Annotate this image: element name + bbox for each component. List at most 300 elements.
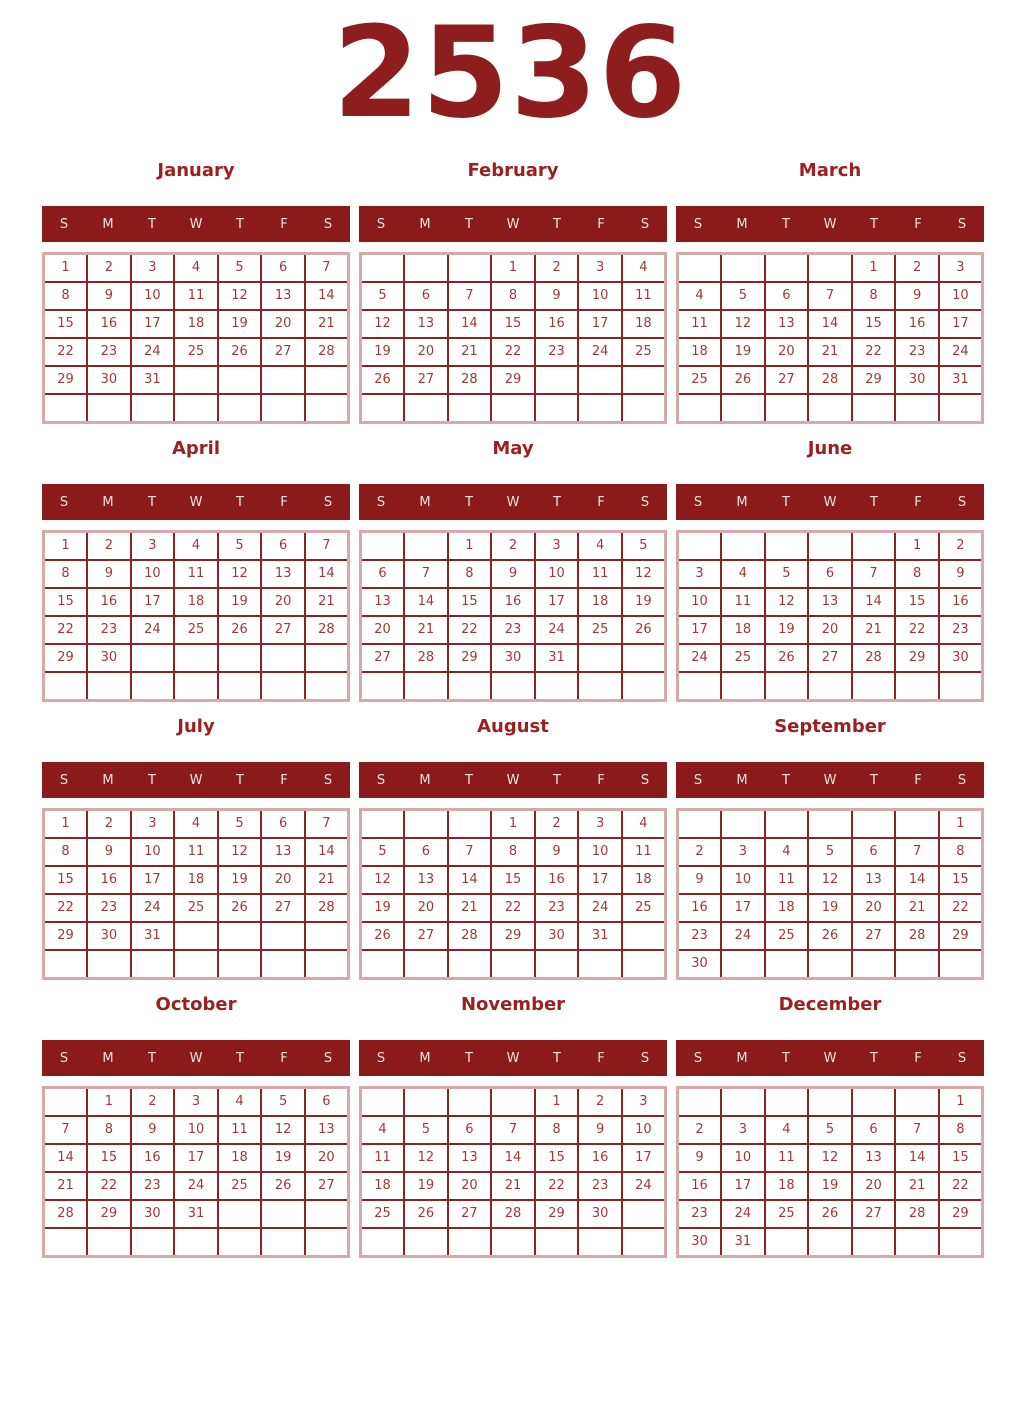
empty-day-cell — [261, 922, 305, 950]
day-cell: 6 — [261, 532, 305, 561]
day-cell: 27 — [404, 366, 448, 394]
empty-day-cell — [87, 1228, 131, 1257]
empty-day-cell — [622, 1228, 666, 1257]
weekday-header-row — [359, 484, 667, 520]
day-cell: 1 — [448, 532, 492, 561]
weekday-label: S — [59, 1050, 69, 1066]
day-cell: 25 — [765, 922, 809, 950]
empty-day-cell — [361, 532, 405, 561]
day-cell: 29 — [44, 922, 88, 950]
day-cell: 30 — [491, 644, 535, 672]
week-row — [44, 866, 349, 894]
day-cell: 10 — [678, 588, 722, 616]
empty-day-cell — [939, 1228, 983, 1257]
week-row — [361, 366, 666, 394]
day-cell: 3 — [578, 254, 622, 283]
empty-day-cell — [765, 672, 809, 701]
empty-day-cell — [678, 394, 722, 423]
day-cell: 9 — [87, 282, 131, 310]
day-cell: 18 — [622, 866, 666, 894]
day-cell: 29 — [448, 644, 492, 672]
week-row — [44, 394, 349, 423]
empty-day-cell — [721, 532, 765, 561]
day-cell: 1 — [87, 1088, 131, 1117]
day-cell: 22 — [491, 338, 535, 366]
day-cell: 2 — [535, 254, 579, 283]
day-cell: 25 — [174, 338, 218, 366]
day-cell: 15 — [939, 866, 983, 894]
empty-day-cell — [448, 810, 492, 839]
day-cell: 20 — [261, 866, 305, 894]
week-row — [361, 1228, 666, 1257]
month-title: July — [177, 716, 215, 737]
weekday-label: T — [782, 494, 790, 510]
empty-day-cell — [131, 394, 175, 423]
weekday-label: T — [553, 1050, 561, 1066]
empty-day-cell — [404, 394, 448, 423]
day-cell: 30 — [87, 922, 131, 950]
day-cell: 2 — [939, 532, 983, 561]
weekday-label: W — [823, 494, 837, 510]
week-row — [678, 616, 983, 644]
day-cell: 18 — [721, 616, 765, 644]
day-cell: 18 — [578, 588, 622, 616]
weekday-label: S — [693, 1050, 703, 1066]
day-cell: 6 — [448, 1116, 492, 1144]
week-row — [44, 838, 349, 866]
day-cell: 4 — [578, 532, 622, 561]
empty-day-cell — [448, 394, 492, 423]
day-cell: 27 — [765, 366, 809, 394]
day-cell: 20 — [404, 338, 448, 366]
week-row — [678, 1228, 983, 1257]
day-cell: 29 — [852, 366, 896, 394]
month-may — [359, 436, 667, 701]
day-cell: 22 — [44, 616, 88, 644]
day-cell: 7 — [491, 1116, 535, 1144]
day-cell: 28 — [305, 616, 349, 644]
months-grid — [0, 158, 1020, 1257]
weekday-label: S — [693, 772, 703, 788]
day-cell: 16 — [678, 1172, 722, 1200]
week-row — [678, 560, 983, 588]
month-december — [676, 992, 984, 1257]
day-cell: 28 — [895, 922, 939, 950]
day-cell: 21 — [305, 310, 349, 338]
empty-day-cell — [261, 1228, 305, 1257]
day-cell: 7 — [448, 838, 492, 866]
day-cell: 28 — [852, 644, 896, 672]
day-cell: 1 — [535, 1088, 579, 1117]
day-cell: 7 — [44, 1116, 88, 1144]
weekday-header-row — [359, 762, 667, 798]
month-august — [359, 714, 667, 979]
month-november — [359, 992, 667, 1257]
empty-day-cell — [622, 1200, 666, 1228]
day-cell: 24 — [578, 894, 622, 922]
empty-day-cell — [44, 1088, 88, 1117]
day-cell: 17 — [535, 588, 579, 616]
week-row — [678, 588, 983, 616]
day-cell: 28 — [895, 1200, 939, 1228]
day-cell: 14 — [305, 838, 349, 866]
week-row — [44, 1172, 349, 1200]
day-cell: 26 — [361, 922, 405, 950]
empty-day-cell — [305, 672, 349, 701]
weekday-label: S — [957, 494, 967, 510]
day-cell: 15 — [939, 1144, 983, 1172]
month-days-body — [678, 532, 983, 701]
week-row — [44, 1088, 349, 1117]
day-cell: 17 — [578, 310, 622, 338]
day-cell: 10 — [721, 866, 765, 894]
week-row — [361, 644, 666, 672]
weekday-label: W — [506, 494, 520, 510]
day-cell: 4 — [765, 838, 809, 866]
day-cell: 5 — [404, 1116, 448, 1144]
empty-day-cell — [131, 644, 175, 672]
month-february — [359, 158, 667, 423]
day-cell: 30 — [87, 366, 131, 394]
empty-day-cell — [895, 1228, 939, 1257]
day-cell: 8 — [852, 282, 896, 310]
day-cell: 15 — [895, 588, 939, 616]
day-cell: 25 — [174, 616, 218, 644]
weekday-label: F — [914, 494, 922, 510]
day-cell: 25 — [174, 894, 218, 922]
day-cell: 9 — [678, 866, 722, 894]
day-cell: 10 — [174, 1116, 218, 1144]
empty-day-cell — [895, 1088, 939, 1117]
day-cell: 13 — [448, 1144, 492, 1172]
empty-day-cell — [305, 1228, 349, 1257]
empty-day-cell — [261, 1200, 305, 1228]
empty-day-cell — [218, 672, 262, 701]
day-cell: 26 — [808, 922, 852, 950]
weekday-label: W — [189, 772, 203, 788]
weekday-label: T — [870, 216, 878, 232]
empty-day-cell — [491, 1228, 535, 1257]
month-days-table — [42, 530, 350, 702]
day-cell: 3 — [622, 1088, 666, 1117]
weekday-label: T — [553, 494, 561, 510]
empty-day-cell — [852, 672, 896, 701]
day-cell: 23 — [578, 1172, 622, 1200]
day-cell: 5 — [808, 1116, 852, 1144]
day-cell: 28 — [448, 366, 492, 394]
day-cell: 2 — [678, 838, 722, 866]
week-row — [678, 1116, 983, 1144]
day-cell: 16 — [939, 588, 983, 616]
month-title: November — [460, 994, 566, 1015]
weekday-label: T — [148, 772, 156, 788]
weekday-label: S — [323, 772, 333, 788]
weekday-label: M — [102, 1050, 114, 1066]
empty-day-cell — [218, 644, 262, 672]
day-cell: 6 — [404, 282, 448, 310]
day-cell: 12 — [404, 1144, 448, 1172]
empty-day-cell — [361, 950, 405, 979]
day-cell: 6 — [852, 1116, 896, 1144]
empty-day-cell — [261, 644, 305, 672]
day-cell: 19 — [765, 616, 809, 644]
empty-day-cell — [808, 254, 852, 283]
day-cell: 21 — [305, 588, 349, 616]
weekday-label: M — [736, 1050, 748, 1066]
day-cell: 16 — [87, 310, 131, 338]
day-cell: 15 — [491, 866, 535, 894]
empty-day-cell — [305, 394, 349, 423]
day-cell: 24 — [678, 644, 722, 672]
empty-day-cell — [939, 950, 983, 979]
day-cell: 31 — [131, 366, 175, 394]
day-cell: 21 — [491, 1172, 535, 1200]
month-title: June — [807, 438, 853, 459]
day-cell: 14 — [895, 1144, 939, 1172]
day-cell: 19 — [404, 1172, 448, 1200]
empty-day-cell — [44, 672, 88, 701]
day-cell: 24 — [131, 338, 175, 366]
day-cell: 31 — [174, 1200, 218, 1228]
weekday-label: M — [102, 216, 114, 232]
day-cell: 31 — [721, 1228, 765, 1257]
weekday-label: S — [59, 772, 69, 788]
day-cell: 7 — [305, 532, 349, 561]
week-row — [361, 588, 666, 616]
day-cell: 13 — [261, 560, 305, 588]
day-cell: 29 — [44, 366, 88, 394]
day-cell: 26 — [765, 644, 809, 672]
day-cell: 14 — [895, 866, 939, 894]
month-title: April — [171, 438, 221, 459]
weekday-header-row — [676, 206, 984, 242]
day-cell: 31 — [578, 922, 622, 950]
weekday-label: F — [597, 1050, 605, 1066]
day-cell: 12 — [218, 838, 262, 866]
empty-day-cell — [808, 950, 852, 979]
day-cell: 14 — [808, 310, 852, 338]
weekday-label: T — [782, 1050, 790, 1066]
day-cell: 21 — [305, 866, 349, 894]
weekday-header-row — [42, 1040, 350, 1076]
day-cell: 19 — [361, 338, 405, 366]
day-cell: 18 — [622, 310, 666, 338]
empty-day-cell — [44, 394, 88, 423]
empty-day-cell — [852, 394, 896, 423]
day-cell: 24 — [939, 338, 983, 366]
day-cell: 1 — [939, 1088, 983, 1117]
empty-day-cell — [622, 950, 666, 979]
empty-day-cell — [808, 672, 852, 701]
empty-day-cell — [174, 366, 218, 394]
day-cell: 23 — [131, 1172, 175, 1200]
week-row — [361, 1088, 666, 1117]
day-cell: 8 — [939, 1116, 983, 1144]
day-cell: 12 — [808, 1144, 852, 1172]
day-cell: 15 — [535, 1144, 579, 1172]
day-cell: 5 — [218, 254, 262, 283]
month-days-table — [359, 1086, 667, 1258]
empty-day-cell — [131, 950, 175, 979]
day-cell: 1 — [939, 810, 983, 839]
day-cell: 28 — [491, 1200, 535, 1228]
empty-day-cell — [218, 950, 262, 979]
weekday-label: T — [870, 494, 878, 510]
day-cell: 11 — [721, 588, 765, 616]
empty-day-cell — [721, 394, 765, 423]
weekday-label: S — [59, 216, 69, 232]
weekday-label: M — [102, 772, 114, 788]
day-cell: 26 — [361, 366, 405, 394]
day-cell: 26 — [218, 338, 262, 366]
week-row — [361, 1172, 666, 1200]
day-cell: 24 — [131, 894, 175, 922]
week-row — [361, 394, 666, 423]
month-days-table — [359, 808, 667, 980]
month-title: March — [798, 160, 862, 181]
day-cell: 27 — [852, 1200, 896, 1228]
day-cell: 9 — [131, 1116, 175, 1144]
day-cell: 9 — [939, 560, 983, 588]
weekday-label: S — [640, 216, 650, 232]
week-row — [361, 922, 666, 950]
day-cell: 25 — [578, 616, 622, 644]
day-cell: 31 — [939, 366, 983, 394]
weekday-label: S — [640, 494, 650, 510]
day-cell: 22 — [852, 338, 896, 366]
day-cell: 10 — [131, 560, 175, 588]
day-cell: 11 — [622, 838, 666, 866]
day-cell: 5 — [765, 560, 809, 588]
empty-day-cell — [622, 394, 666, 423]
weekday-label: F — [914, 216, 922, 232]
empty-day-cell — [578, 366, 622, 394]
empty-day-cell — [535, 394, 579, 423]
day-cell: 12 — [261, 1116, 305, 1144]
weekday-label: M — [419, 772, 431, 788]
month-july — [42, 714, 350, 979]
day-cell: 22 — [939, 1172, 983, 1200]
day-cell: 11 — [622, 282, 666, 310]
day-cell: 26 — [261, 1172, 305, 1200]
empty-day-cell — [361, 394, 405, 423]
weekday-label: M — [102, 494, 114, 510]
weekday-label: S — [693, 494, 703, 510]
month-days-body — [44, 532, 349, 701]
day-cell: 17 — [131, 588, 175, 616]
day-cell: 3 — [535, 532, 579, 561]
empty-day-cell — [174, 1228, 218, 1257]
week-row — [44, 950, 349, 979]
day-cell: 15 — [87, 1144, 131, 1172]
day-cell: 15 — [852, 310, 896, 338]
empty-day-cell — [765, 950, 809, 979]
day-cell: 19 — [218, 310, 262, 338]
day-cell: 22 — [491, 894, 535, 922]
week-row — [361, 560, 666, 588]
weekday-label: F — [280, 494, 288, 510]
month-january — [42, 158, 350, 423]
day-cell: 9 — [895, 282, 939, 310]
week-row — [361, 950, 666, 979]
empty-day-cell — [939, 394, 983, 423]
empty-day-cell — [305, 922, 349, 950]
weekday-label: T — [465, 772, 473, 788]
day-cell: 30 — [939, 644, 983, 672]
empty-day-cell — [622, 922, 666, 950]
day-cell: 1 — [44, 254, 88, 283]
day-cell: 14 — [404, 588, 448, 616]
day-cell: 12 — [218, 282, 262, 310]
day-cell: 26 — [218, 616, 262, 644]
day-cell: 29 — [895, 644, 939, 672]
day-cell: 5 — [361, 838, 405, 866]
day-cell: 20 — [261, 588, 305, 616]
empty-day-cell — [174, 672, 218, 701]
day-cell: 17 — [174, 1144, 218, 1172]
day-cell: 26 — [218, 894, 262, 922]
day-cell: 4 — [361, 1116, 405, 1144]
day-cell: 22 — [448, 616, 492, 644]
day-cell: 21 — [448, 338, 492, 366]
day-cell: 16 — [131, 1144, 175, 1172]
day-cell: 7 — [895, 1116, 939, 1144]
empty-day-cell — [578, 672, 622, 701]
empty-day-cell — [361, 254, 405, 283]
day-cell: 19 — [721, 338, 765, 366]
empty-day-cell — [765, 254, 809, 283]
weekday-header-row — [676, 484, 984, 520]
day-cell: 7 — [305, 254, 349, 283]
day-cell: 19 — [361, 894, 405, 922]
day-cell: 25 — [721, 644, 765, 672]
weekday-label: T — [465, 216, 473, 232]
day-cell: 7 — [808, 282, 852, 310]
day-cell: 20 — [261, 310, 305, 338]
day-cell: 3 — [131, 532, 175, 561]
week-row — [361, 672, 666, 701]
day-cell: 12 — [361, 866, 405, 894]
day-cell: 30 — [678, 1228, 722, 1257]
day-cell: 4 — [218, 1088, 262, 1117]
day-cell: 5 — [808, 838, 852, 866]
day-cell: 4 — [765, 1116, 809, 1144]
empty-day-cell — [261, 366, 305, 394]
weekday-header-row — [42, 762, 350, 798]
empty-day-cell — [491, 1088, 535, 1117]
day-cell: 29 — [491, 366, 535, 394]
day-cell: 5 — [218, 532, 262, 561]
empty-day-cell — [895, 672, 939, 701]
empty-day-cell — [721, 254, 765, 283]
month-days-table — [359, 252, 667, 424]
weekday-label: F — [280, 216, 288, 232]
week-row — [678, 338, 983, 366]
empty-day-cell — [808, 532, 852, 561]
weekday-label: T — [148, 216, 156, 232]
day-cell: 25 — [678, 366, 722, 394]
day-cell: 25 — [765, 1200, 809, 1228]
day-cell: 15 — [491, 310, 535, 338]
week-row — [678, 394, 983, 423]
day-cell: 20 — [404, 894, 448, 922]
empty-day-cell — [622, 672, 666, 701]
day-cell: 4 — [678, 282, 722, 310]
day-cell: 2 — [578, 1088, 622, 1117]
day-cell: 4 — [174, 254, 218, 283]
month-march — [676, 158, 984, 423]
weekday-label: W — [506, 772, 520, 788]
